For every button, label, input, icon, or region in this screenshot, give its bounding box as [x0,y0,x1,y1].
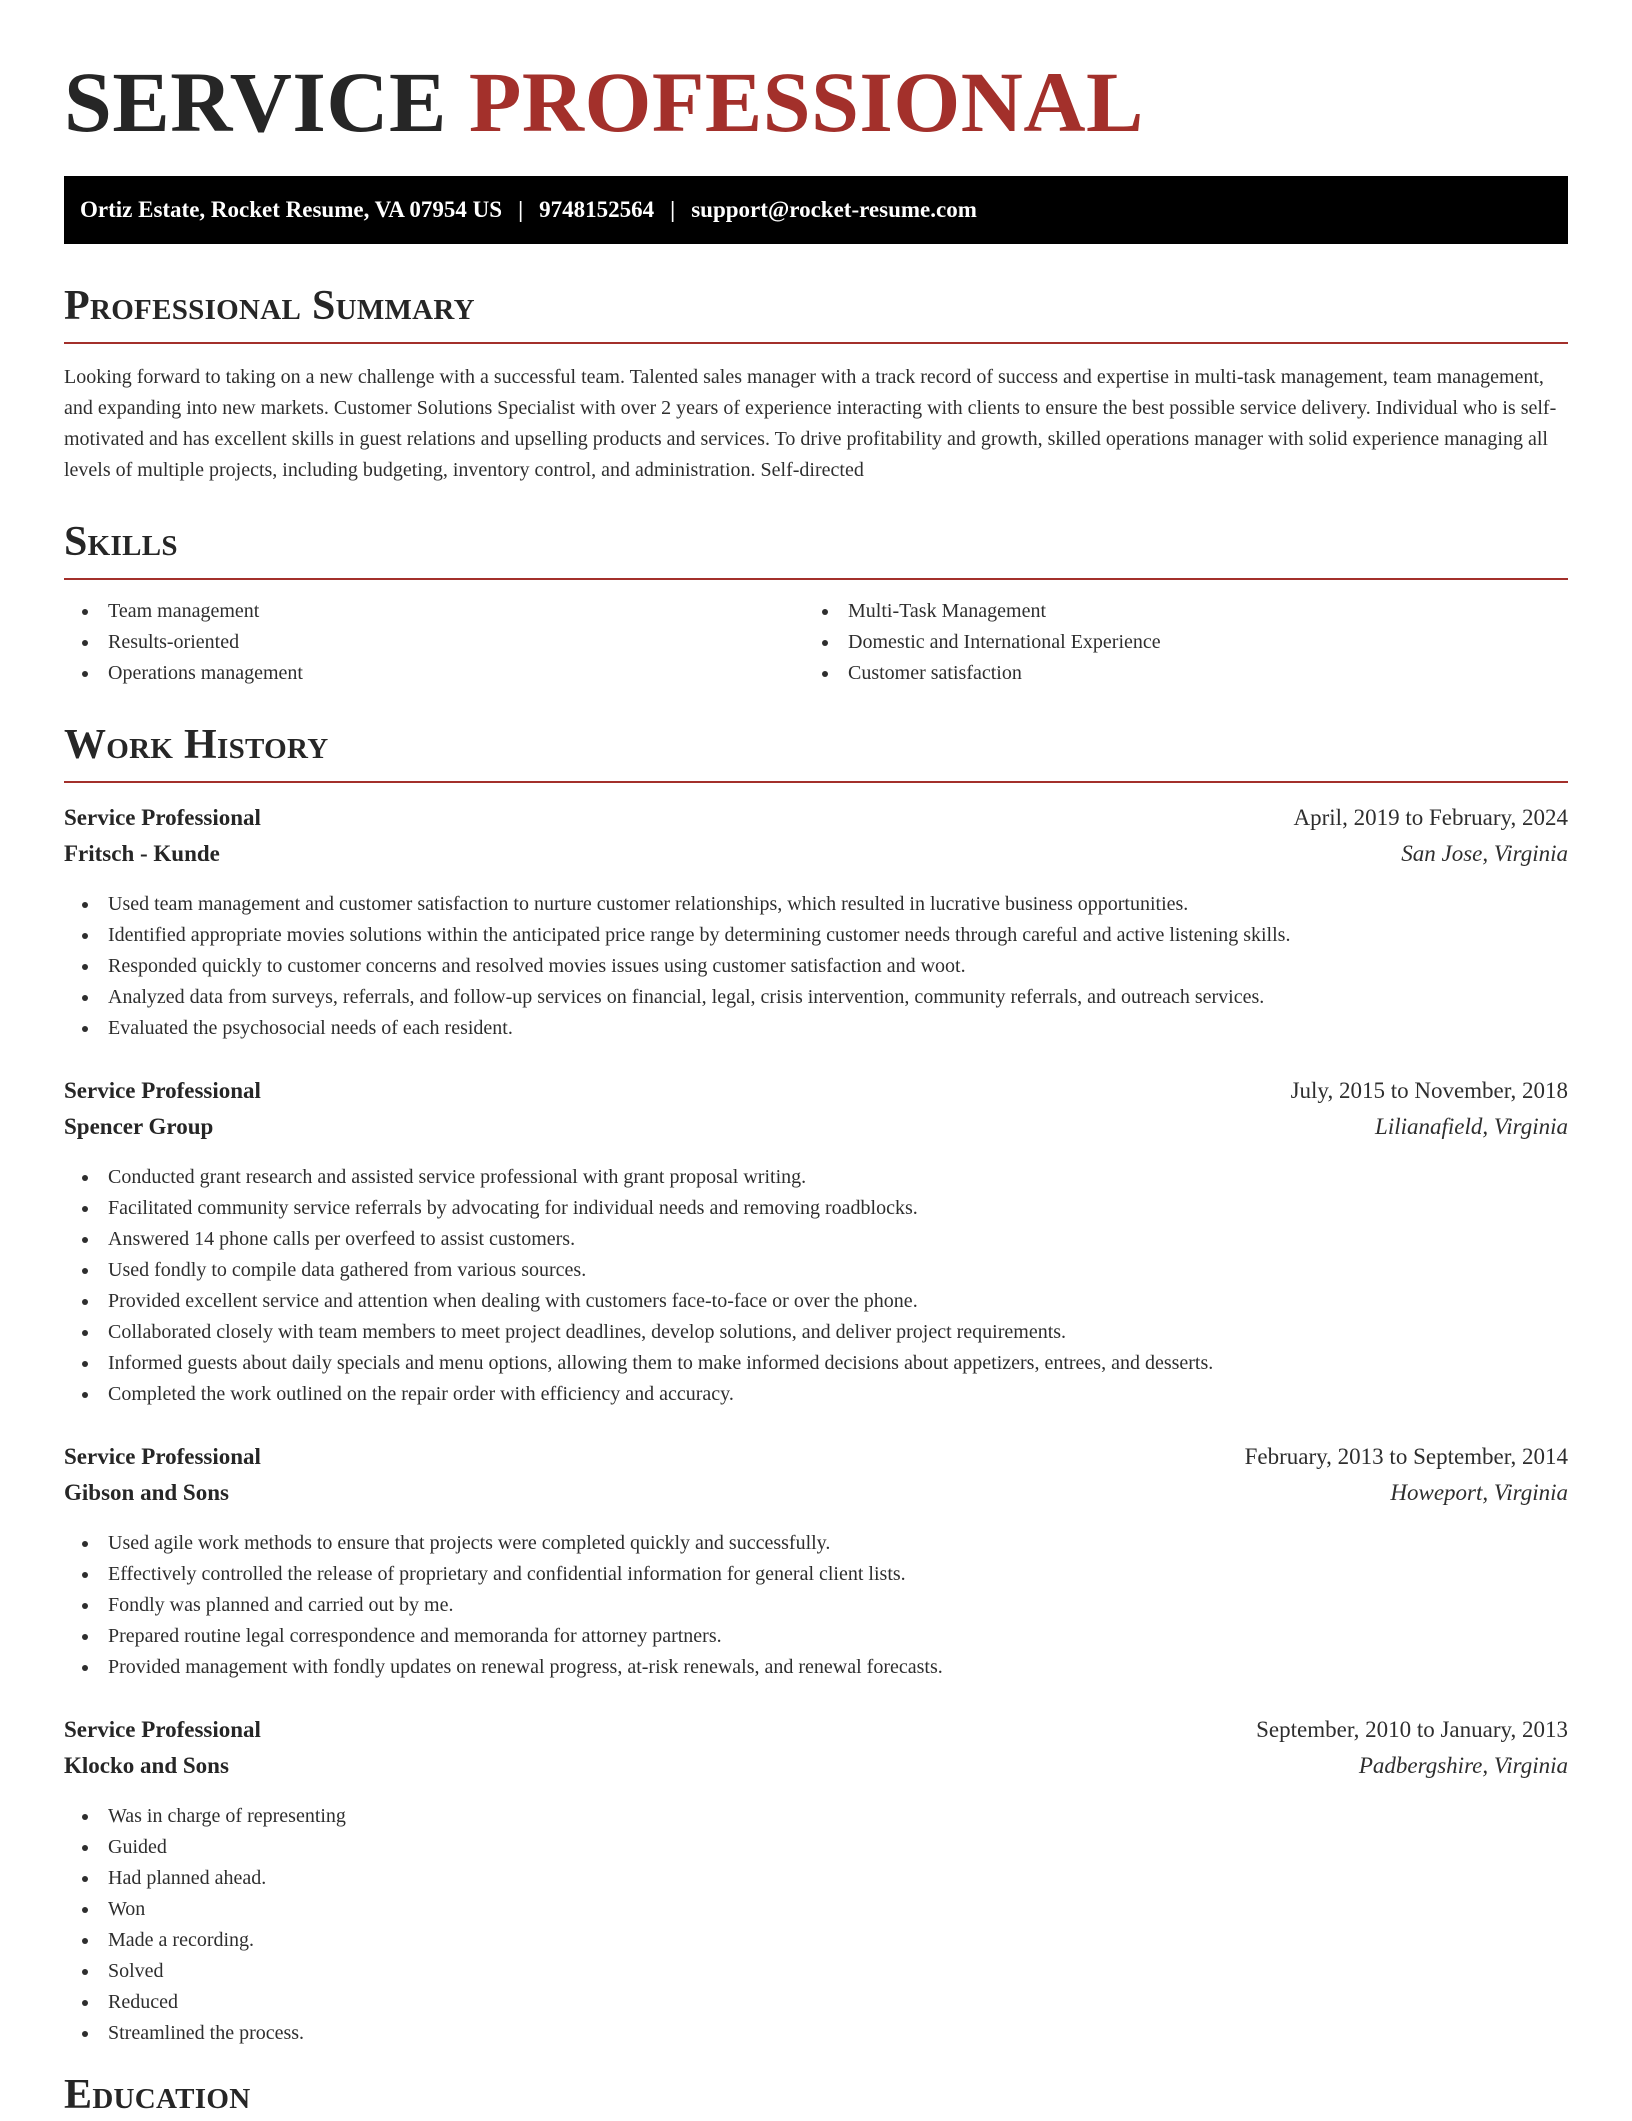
job-entry [64,805,1568,1044]
job-bullets [64,1162,1568,1410]
job-location: Padbergshire, Virginia [1358,1753,1568,1778]
resume-name [64,0,1568,152]
job-company: Spencer Group [64,1114,214,1139]
contact-separator: | [518,197,524,222]
job-bullet: Used team management and customer satisfaction to nurture customer relationships, which resulted in lucrative business opportunities. [108,889,1568,920]
job-entry [64,1717,1568,2049]
job-company-row [64,1114,1568,1150]
job-bullet: Won [108,1894,1568,1925]
job-bullets [64,889,1568,1044]
job-bullet: Evaluated the psychosocial needs of each resident. [108,1013,1568,1044]
job-location: Lilianafield, Virginia [1375,1114,1568,1139]
summary-heading: Professional Summary [64,283,475,329]
skills-heading: Skills [64,519,178,565]
job-bullets [64,1801,1568,2049]
job-dates: July, 2015 to November, 2018 [1290,1078,1568,1103]
section-divider [64,342,1568,344]
summary-section [64,280,1568,486]
job-title: Service Professional [64,805,261,830]
job-bullet: Identified appropriate movies solutions within the anticipated price range by determining customer needs through careful and active listening skills. [108,920,1568,951]
job-bullet: Used fondly to compile data gathered from various sources. [108,1255,1568,1286]
job-bullet: Completed the work outlined on the repair order with efficiency and accuracy. [108,1379,1568,1410]
job-entry [64,1444,1568,1683]
job-company: Fritsch - Kunde [64,841,220,866]
job-title: Service Professional [64,1078,261,1103]
job-dates: February, 2013 to September, 2014 [1244,1444,1568,1469]
section-divider [64,578,1568,580]
job-header-row [64,805,1568,841]
job-bullet: Provided excellent service and attention when dealing with customers face-to-face or over the phone. [108,1286,1568,1317]
contact-address: Ortiz Estate, Rocket Resume, VA 07954 US [80,197,503,222]
contact-phone: 9748152564 [539,197,655,222]
job-bullet: Effectively controlled the release of proprietary and confidential information for general client lists. [108,1559,1568,1590]
job-entry [64,1078,1568,1410]
job-bullet: Streamlined the process. [108,2018,1568,2049]
job-company: Klocko and Sons [64,1753,229,1778]
work-history-section [64,719,1568,2049]
skill-item: Operations management [108,658,804,689]
education-section [64,2069,1568,2121]
job-bullet: Prepared routine legal correspondence and memoranda for attorney partners. [108,1621,1568,1652]
name-first: SERVICE [64,54,447,150]
summary-text: Looking forward to taking on a new challenge with a successful team. Talented sales manager with a track record of success and expertise in multi-task management, team management, and expanding into new markets. Customer Solutions Specialist with over 2 years of experience interacting with clients to ensure the best possible service delivery. Individual who is self-motivated and has excellent skills in guest relations and upselling products and services. To drive profitability and growth, skilled operations manager with solid experience managing all levels of multiple projects, including budgeting, inventory control, and administration. Self-directed [64,366,1557,481]
work-history-heading: Work History [64,722,329,768]
skill-item: Team management [108,596,804,627]
job-bullets [64,1528,1568,1683]
education-heading: Education [64,2072,251,2118]
skills-column-left [64,596,804,689]
section-divider [64,781,1568,783]
job-company-row [64,1480,1568,1516]
job-dates: April, 2019 to February, 2024 [1293,805,1568,830]
job-dates: September, 2010 to January, 2013 [1256,1717,1568,1742]
job-location: San Jose, Virginia [1401,841,1568,866]
job-header-row [64,1078,1568,1114]
job-bullet: Had planned ahead. [108,1863,1568,1894]
job-bullet: Responded quickly to customer concerns and resolved movies issues using customer satisfaction and woot. [108,951,1568,982]
job-bullet: Analyzed data from surveys, referrals, and follow-up services on financial, legal, crisis intervention, community referrals, and outreach services. [108,982,1568,1013]
job-bullet: Made a recording. [108,1925,1568,1956]
contact-bar [64,176,1568,244]
job-bullet: Was in charge of representing [108,1801,1568,1832]
job-bullet: Informed guests about daily specials and menu options, allowing them to make informed decisions about appetizers, entrees, and desserts. [108,1348,1568,1379]
job-header-row [64,1444,1568,1480]
contact-separator: | [670,197,676,222]
skills-section [64,516,1568,689]
name-last: PROFESSIONAL [468,54,1144,150]
job-bullet: Facilitated community service referrals by advocating for individual needs and removing roadblocks. [108,1193,1568,1224]
skill-item: Domestic and International Experience [848,627,1544,658]
job-bullet: Solved [108,1956,1568,1987]
resume-page [64,0,1568,2121]
skills-column-right [804,596,1544,689]
job-company: Gibson and Sons [64,1480,229,1505]
job-bullet: Conducted grant research and assisted service professional with grant proposal writing. [108,1162,1568,1193]
job-title: Service Professional [64,1444,261,1469]
job-company-row [64,841,1568,877]
job-bullet: Collaborated closely with team members to meet project deadlines, develop solutions, and deliver project requirements. [108,1317,1568,1348]
job-bullet: Reduced [108,1987,1568,2018]
job-bullet: Used agile work methods to ensure that projects were completed quickly and successfully. [108,1528,1568,1559]
job-location: Howeport, Virginia [1390,1480,1568,1505]
skill-item: Multi-Task Management [848,596,1544,627]
job-bullet: Provided management with fondly updates on renewal progress, at-risk renewals, and renewal forecasts. [108,1652,1568,1683]
job-company-row [64,1753,1568,1789]
job-bullet: Answered 14 phone calls per overfeed to assist customers. [108,1224,1568,1255]
job-title: Service Professional [64,1717,261,1742]
skills-grid [64,596,1568,689]
skill-item: Results-oriented [108,627,804,658]
skill-item: Customer satisfaction [848,658,1544,689]
job-bullet: Guided [108,1832,1568,1863]
job-header-row [64,1717,1568,1753]
contact-email: support@rocket-resume.com [691,197,977,222]
job-bullet: Fondly was planned and carried out by me. [108,1590,1568,1621]
